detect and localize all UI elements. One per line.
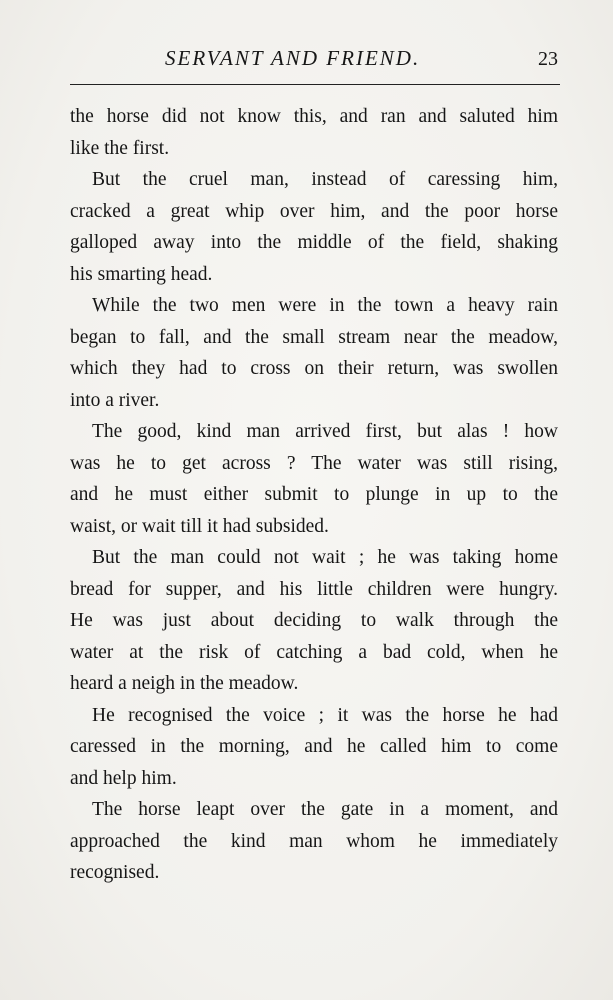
body-text: [70, 101, 558, 889]
paragraph: [70, 416, 558, 542]
text-line: heard a neigh in the meadow.: [70, 673, 299, 694]
paragraph: [70, 794, 558, 889]
text-line: But the man could not wait ; he was taking home: [92, 547, 558, 568]
page-number: 23: [538, 48, 558, 70]
text-line: The good, kind man arrived first, but alas ! how: [92, 421, 558, 442]
text-line: recognised.: [70, 862, 160, 883]
running-head: [70, 44, 560, 74]
text-line: bread for supper, and his little children were hungry.: [70, 578, 558, 600]
paragraph: [70, 101, 558, 164]
text-line: He was just about deciding to walk through the: [70, 610, 558, 631]
text-line: waist, or wait till it had subsided.: [70, 515, 329, 537]
header-rule: [70, 84, 560, 85]
text-line: He recognised the voice ; it was the horse he had: [92, 704, 558, 726]
text-line: was he to get across ? The water was still rising,: [70, 452, 558, 474]
text-line: While the two men were in the town a heavy rain: [92, 295, 558, 316]
text-line: approached the kind man whom he immediately: [70, 830, 558, 852]
text-line: cracked a great whip over him, and the poor horse: [70, 200, 558, 222]
text-line: which they had to cross on their return, was swollen: [70, 358, 558, 379]
text-line: The horse leapt over the gate in a moment, and: [92, 799, 558, 820]
text-line: and he must either submit to plunge in up to the: [70, 484, 558, 505]
text-line: galloped away into the middle of the field, shaking: [70, 232, 558, 253]
paragraph: [70, 290, 558, 416]
running-head-title: SERVANT AND FRIEND.: [165, 46, 421, 70]
text-line: and help him.: [70, 767, 177, 789]
text-line: water at the risk of catching a bad cold, when he: [70, 641, 558, 663]
text-line: the horse did not know this, and ran and saluted him: [70, 106, 558, 127]
paragraph: [70, 164, 558, 290]
text-line: caressed in the morning, and he called him to come: [70, 736, 558, 757]
text-line: But the cruel man, instead of caressing him,: [92, 169, 558, 190]
paragraph: [70, 700, 558, 795]
text-line: began to fall, and the small stream near the meadow,: [70, 326, 558, 348]
text-line: into a river.: [70, 389, 160, 411]
text-line: like the first.: [70, 137, 170, 159]
paragraph: [70, 542, 558, 700]
text-line: his smarting head.: [70, 263, 213, 285]
